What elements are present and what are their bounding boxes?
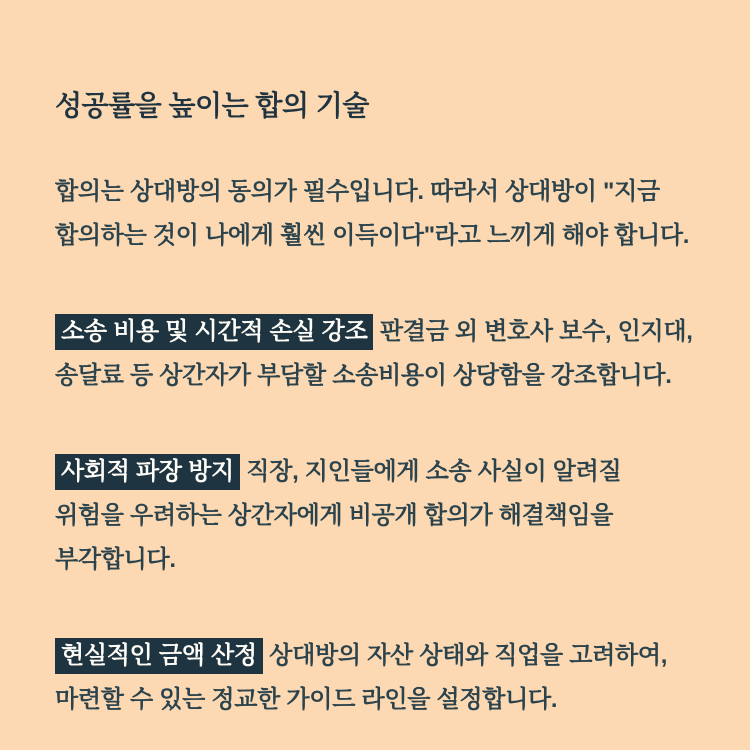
page-title: 성공률을 높이는 합의 기술 [55, 90, 369, 121]
section-highlight-label: 소송 비용 및 시간적 손실 강조 [55, 314, 373, 350]
section-realistic-amount [55, 634, 695, 722]
section-social-impact [55, 450, 695, 582]
section-body-text: 상대방의 자산 상태와 직업을 고려하여, 마련할 수 있는 정교한 가이드 라인을 설정합니다. [55, 642, 668, 713]
section-body-text: 직장, 지인들에게 소송 사실이 알려질 위험을 우려하는 상간자에게 비공개 합의가 해결책임을 부각합니다. [55, 458, 622, 573]
section-highlight-label: 사회적 파장 방지 [55, 454, 240, 490]
section-highlight-label: 현실적인 금액 산정 [55, 638, 263, 674]
intro-paragraph: 합의는 상대방의 동의가 필수입니다. 따라서 상대방이 "지금 합의하는 것이 나에게 훨씬 이득이다"라고 느끼게 해야 합니다. [55, 178, 690, 249]
section-litigation-cost [55, 310, 695, 398]
section-body-text: 판결금 외 변호사 보수, 인지대, 송달료 등 상간자가 부담할 소송비용이 상당함을 강조합니다. [55, 318, 693, 389]
